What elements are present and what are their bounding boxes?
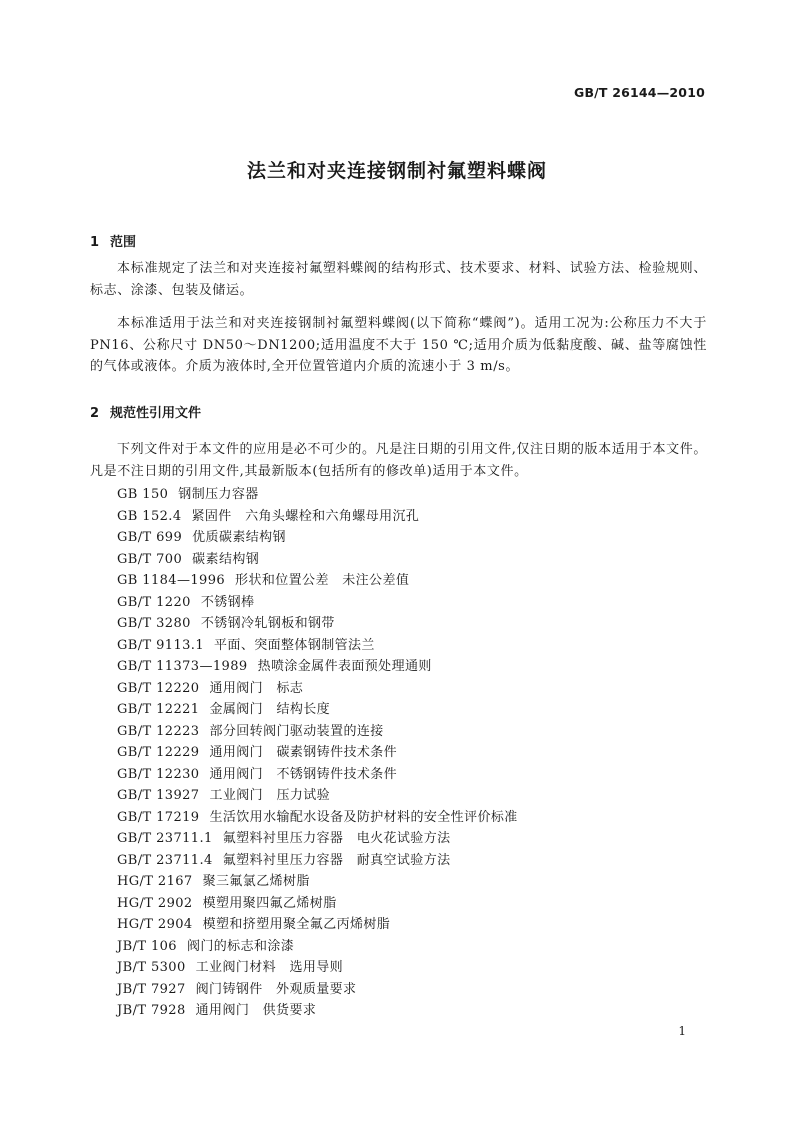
reference-title: 聚三氟氯乙烯树脂 — [202, 874, 310, 889]
reference-title: 热喷涂金属件表面预处理通则 — [257, 659, 432, 674]
reference-title: 通用阀门 碳素钢铸件技术条件 — [209, 745, 398, 760]
reference-item — [117, 850, 518, 872]
standard-code: GB/T 26144—2010 — [573, 85, 705, 100]
reference-code: GB/T 13927 — [117, 788, 200, 803]
page-number: 1 — [678, 1024, 686, 1038]
scope-paragraph-1: 本标准规定了法兰和对夹连接衬氟塑料蝶阀的结构形式、技术要求、材料、试验方法、检验规则、标志、涂漆、包装及储运。 — [90, 261, 707, 298]
reference-title: 金属阀门 结构长度 — [209, 702, 331, 717]
reference-title: 氟塑料衬里压力容器 耐真空试验方法 — [222, 852, 451, 868]
reference-code: GB/T 700 — [117, 551, 183, 567]
reference-item — [117, 570, 518, 592]
reference-code: JB/T 7927 — [117, 981, 186, 997]
reference-item — [117, 828, 518, 850]
reference-title: 形状和位置公差 未注公差值 — [235, 573, 410, 588]
section-heading-scope — [90, 231, 136, 250]
section-title: 规范性引用文件 — [110, 406, 202, 421]
reference-title: 部分回转阀门驱动装置的连接 — [209, 723, 384, 739]
reference-code: GB 152.4 — [117, 508, 182, 524]
reference-title: 工业阀门 压力试验 — [209, 788, 331, 803]
reference-code: GB/T 9113.1 — [117, 637, 205, 653]
document-title: 法兰和对夹连接钢制衬氟塑料蝶阀 — [246, 160, 547, 182]
reference-item — [117, 764, 518, 786]
reference-item — [117, 635, 518, 657]
reference-code: GB/T 12223 — [117, 723, 200, 739]
reference-item — [117, 506, 518, 528]
reference-item — [117, 979, 518, 1001]
reference-title: 碳素结构钢 — [192, 551, 260, 567]
reference-code: GB/T 3280 — [117, 616, 191, 631]
reference-code: GB/T 12229 — [117, 745, 200, 760]
reference-code: JB/T 106 — [117, 938, 177, 954]
reference-item — [117, 549, 518, 571]
reference-code: HG/T 2904 — [117, 917, 193, 932]
reference-item — [117, 592, 518, 614]
section-heading-normative-references — [90, 402, 201, 421]
reference-item — [117, 699, 518, 721]
reference-title: 通用阀门 供货要求 — [195, 1003, 317, 1018]
section-title: 范围 — [110, 235, 137, 250]
reference-title: 阀门的标志和涂漆 — [186, 938, 295, 954]
reference-title: 平面、突面整体钢制管法兰 — [214, 637, 375, 653]
reference-code: HG/T 2902 — [117, 895, 193, 911]
reference-title: 不锈钢冷轧钢板和钢带 — [200, 616, 335, 631]
reference-item — [117, 678, 518, 700]
reference-title: 工业阀门材料 选用导则 — [195, 960, 344, 975]
reference-title: 通用阀门 标志 — [209, 680, 304, 696]
reference-item — [117, 484, 518, 506]
reference-code: GB/T 23711.4 — [117, 852, 213, 868]
reference-list — [117, 484, 518, 1022]
reference-item — [117, 807, 518, 829]
reference-code: JB/T 7928 — [117, 1003, 186, 1018]
reference-item — [117, 785, 518, 807]
reference-code: GB 150 — [117, 487, 169, 502]
reference-title: 不锈钢棒 — [200, 594, 255, 610]
reference-title: 通用阀门 不锈钢铸件技术条件 — [209, 766, 398, 782]
reference-code: GB/T 12230 — [117, 766, 200, 782]
reference-item — [117, 914, 518, 936]
references-intro-paragraph: 下列文件对于本文件的应用是必不可少的。凡是注日期的引用文件,仅注日期的版本适用于本文件。凡是不注日期的引用文件,其最新版本(包括所有的修改单)适用于本文件。 — [90, 442, 707, 479]
reference-item — [117, 893, 518, 915]
reference-item — [117, 721, 518, 743]
reference-title: 模塑用聚四氟乙烯树脂 — [202, 895, 337, 911]
reference-code: GB/T 11373—1989 — [117, 659, 248, 674]
reference-title: 生活饮用水输配水设备及防护材料的安全性评价标准 — [209, 809, 518, 825]
reference-item — [117, 527, 518, 549]
reference-code: GB/T 12220 — [117, 680, 200, 696]
reference-code: GB/T 23711.1 — [117, 831, 213, 846]
reference-code: GB 1184—1996 — [117, 573, 226, 588]
reference-code: GB/T 699 — [117, 530, 183, 545]
reference-item — [117, 613, 518, 635]
reference-title: 钢制压力容器 — [178, 487, 259, 502]
reference-code: JB/T 5300 — [117, 960, 186, 975]
reference-code: GB/T 12221 — [117, 702, 200, 717]
reference-title: 氟塑料衬里压力容器 电火花试验方法 — [222, 831, 451, 846]
reference-item — [117, 957, 518, 979]
reference-item — [117, 936, 518, 958]
reference-code: GB/T 17219 — [117, 809, 200, 825]
reference-item — [117, 742, 518, 764]
reference-title: 紧固件 六角头螺栓和六角螺母用沉孔 — [191, 508, 420, 524]
reference-item — [117, 656, 518, 678]
reference-title: 模塑和挤塑用聚全氟乙丙烯树脂 — [202, 917, 391, 932]
reference-code: GB/T 1220 — [117, 594, 191, 610]
section-number: 2 — [90, 406, 100, 421]
section-number: 1 — [90, 235, 100, 250]
scope-paragraph-2: 本标准适用于法兰和对夹连接钢制衬氟塑料蝶阀(以下简称“蝶阀”)。适用工况为:公称压力不大于 PN16、公称尺寸 DN50～DN1200;适用温度不大于 150 ℃;适用介质为低黏度酸、碱、盐等腐蚀性的气体或液体。介质为液体时,全开位置管道内介质的流速小于 3 m/s。 — [90, 316, 707, 374]
reference-item — [117, 871, 518, 893]
reference-item — [117, 1000, 518, 1022]
reference-code: HG/T 2167 — [117, 874, 193, 889]
reference-title: 优质碳素结构钢 — [192, 530, 286, 545]
reference-title: 阀门铸钢件 外观质量要求 — [195, 981, 357, 997]
